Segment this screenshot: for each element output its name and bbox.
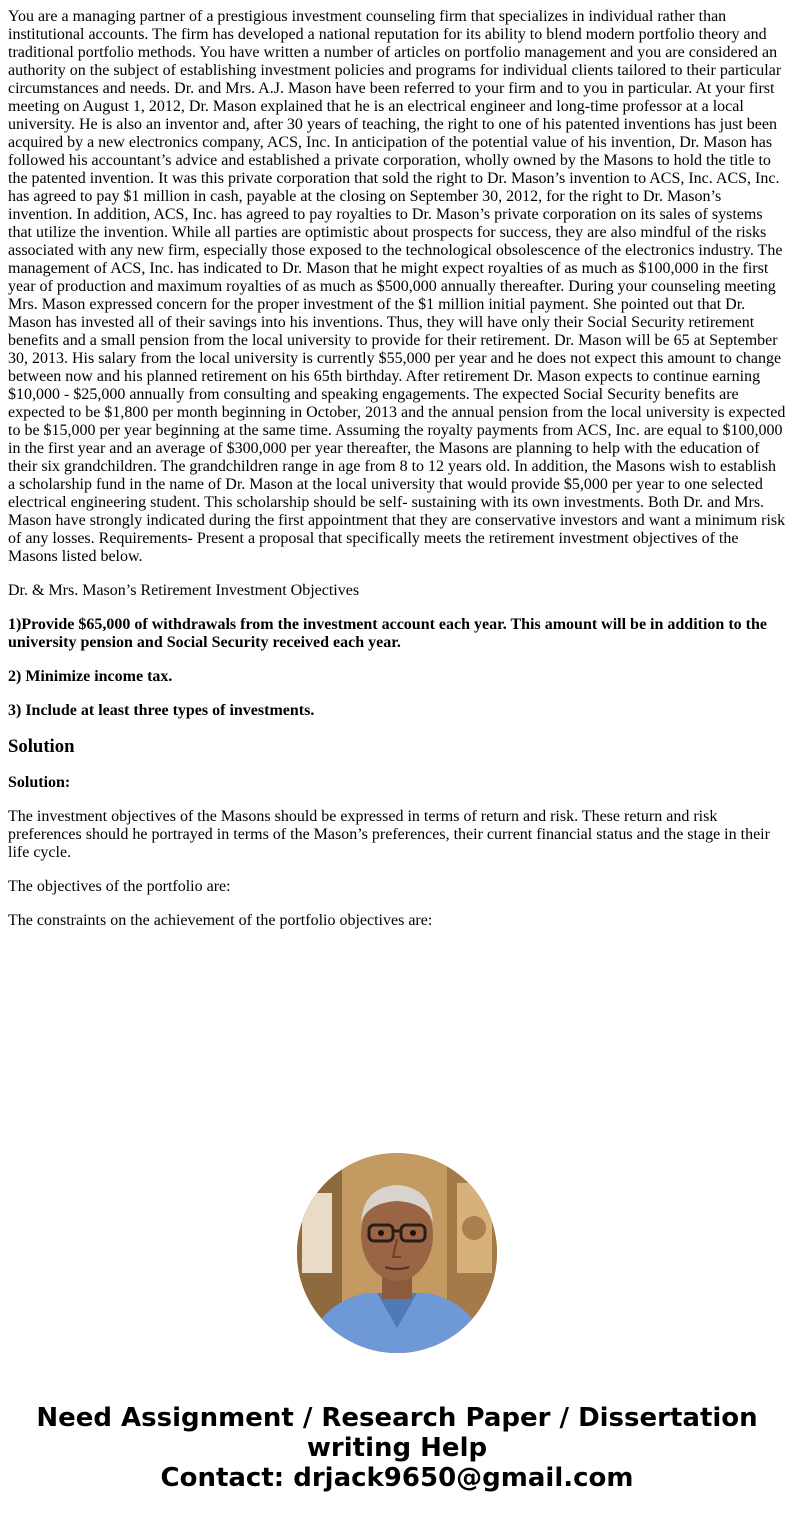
solution-paragraph-1: The investment objectives of the Masons should be expressed in terms of return and risk. These return and risk preferences should he portrayed in terms of the Mason’s preferences, their current financial status and the stage in their life cycle.	[8, 808, 770, 861]
objectives-heading: Dr. & Mrs. Mason’s Retirement Investment Objectives	[8, 582, 360, 599]
question-body: You are a managing partner of a prestigious investment counseling firm that specializes in individual rather than institutional accounts. The firm has developed a national reputation for its ability to blend modern portfolio theory and traditional portfolio methods. You have written a number of articles on portfolio management and you are considered an authority on the subject of establishing investment policies and programs for individual clients tailored to their particular circumstances and needs. Dr. and Mrs. A.J. Mason have been referred to your firm and to you in particular. At your first meeting on August 1, 2012, Dr. Mason explained that he is an electrical engineer and long-time professor at a local university. He is also an inventor and, after 30 years of teaching, the right to one of his patented inventions has just been acquired by a new electronics company, ACS, Inc. In anticipation of the potential value of his invention, Dr. Mason has followed his accountant’s advice and established a private corporation, wholly owned by the Masons to hold the title to the patented invention. It was this private corporation that sold the right to Dr. Mason’s invention to ACS, Inc. ACS, Inc. has agreed to pay $1 million in cash, payable at the closing on September 30, 2012, for the right to Dr. Mason’s invention. In addition, ACS, Inc. has agreed to pay royalties to Dr. Mason’s private corporation on its sales of systems that utilize the invention. While all parties are optimistic about prospects for success, they are also mindful of the risks associated with any new firm, especially those exposed to the technological obsolescence of the electronics industry. The management of ACS, Inc. has indicated to Dr. Mason that he might expect royalties of as much as $100,000 in the first year of production and maximum royalties of as much as $500,000 annually thereafter. During your counseling meeting Mrs. Mason expressed concern for the proper investment of the $1 million initial payment. She pointed out that Dr. Mason has invested all of their savings into his inventions. Thus, they will have only their Social Security retirement benefits and a small pension from the local university to provide for their retirement. Dr. Mason will be 65 at September 30, 2013. His salary from the local university is currently $55,000 per year and he does not expect this amount to change between now and his planned retirement on his 65th birthday. After retirement Dr. Mason expects to continue earning $10,000 - $25,000 annually from consulting and speaking engagements. The expected Social Security benefits are expected to be $1,800 per month beginning in October, 2013 and the annual pension from the local university is expected to be $15,000 per year beginning at the same time. Assuming the royalty payments from ACS, Inc. are equal to $100,000 in the first year and an average of $300,000 per year thereafter, the Masons are planning to help with the education of their six grandchildren. The grandchildren range in age from 8 to 12 years old. In addition, the Masons wish to establish a scholarship fund in the name of Dr. Mason at the local university that would provide $5,000 per year to one selected electrical engineering student. This scholarship should be self- sustaining with its own investments. Both Dr. and Mrs. Mason have strongly indicated during the first appointment that they are conservative investors and want a minimum risk of any losses. Requirements- Present a proposal that specifically meets the retirement investment objectives of the Masons listed below.	[8, 8, 786, 565]
solution-paragraph-3: The constraints on the achievement of the portfolio objectives are:	[8, 912, 433, 929]
solution-heading: Solution	[8, 736, 75, 757]
promo-line-1: Need Assignment / Research Paper / Dissertation	[36, 1403, 758, 1433]
objective-1: 1)Provide $65,000 of withdrawals from the investment account each year. This amount will be in addition to the university pension and Social Security received each year.	[8, 616, 767, 651]
objective-2: 2) Minimize income tax.	[8, 668, 173, 685]
document-content	[8, 8, 786, 946]
solution-paragraph-2: The objectives of the portfolio are:	[8, 878, 231, 895]
promo-contact: Contact: drjack9650@gmail.com	[160, 1463, 634, 1493]
promo-line-2: writing Help	[306, 1433, 488, 1463]
objective-3: 3) Include at least three types of investments.	[8, 702, 315, 719]
author-photo-graphic	[297, 1153, 497, 1353]
promo-banner	[0, 1403, 794, 1493]
solution-label: Solution:	[8, 774, 71, 791]
author-photo-icon	[297, 1153, 497, 1353]
